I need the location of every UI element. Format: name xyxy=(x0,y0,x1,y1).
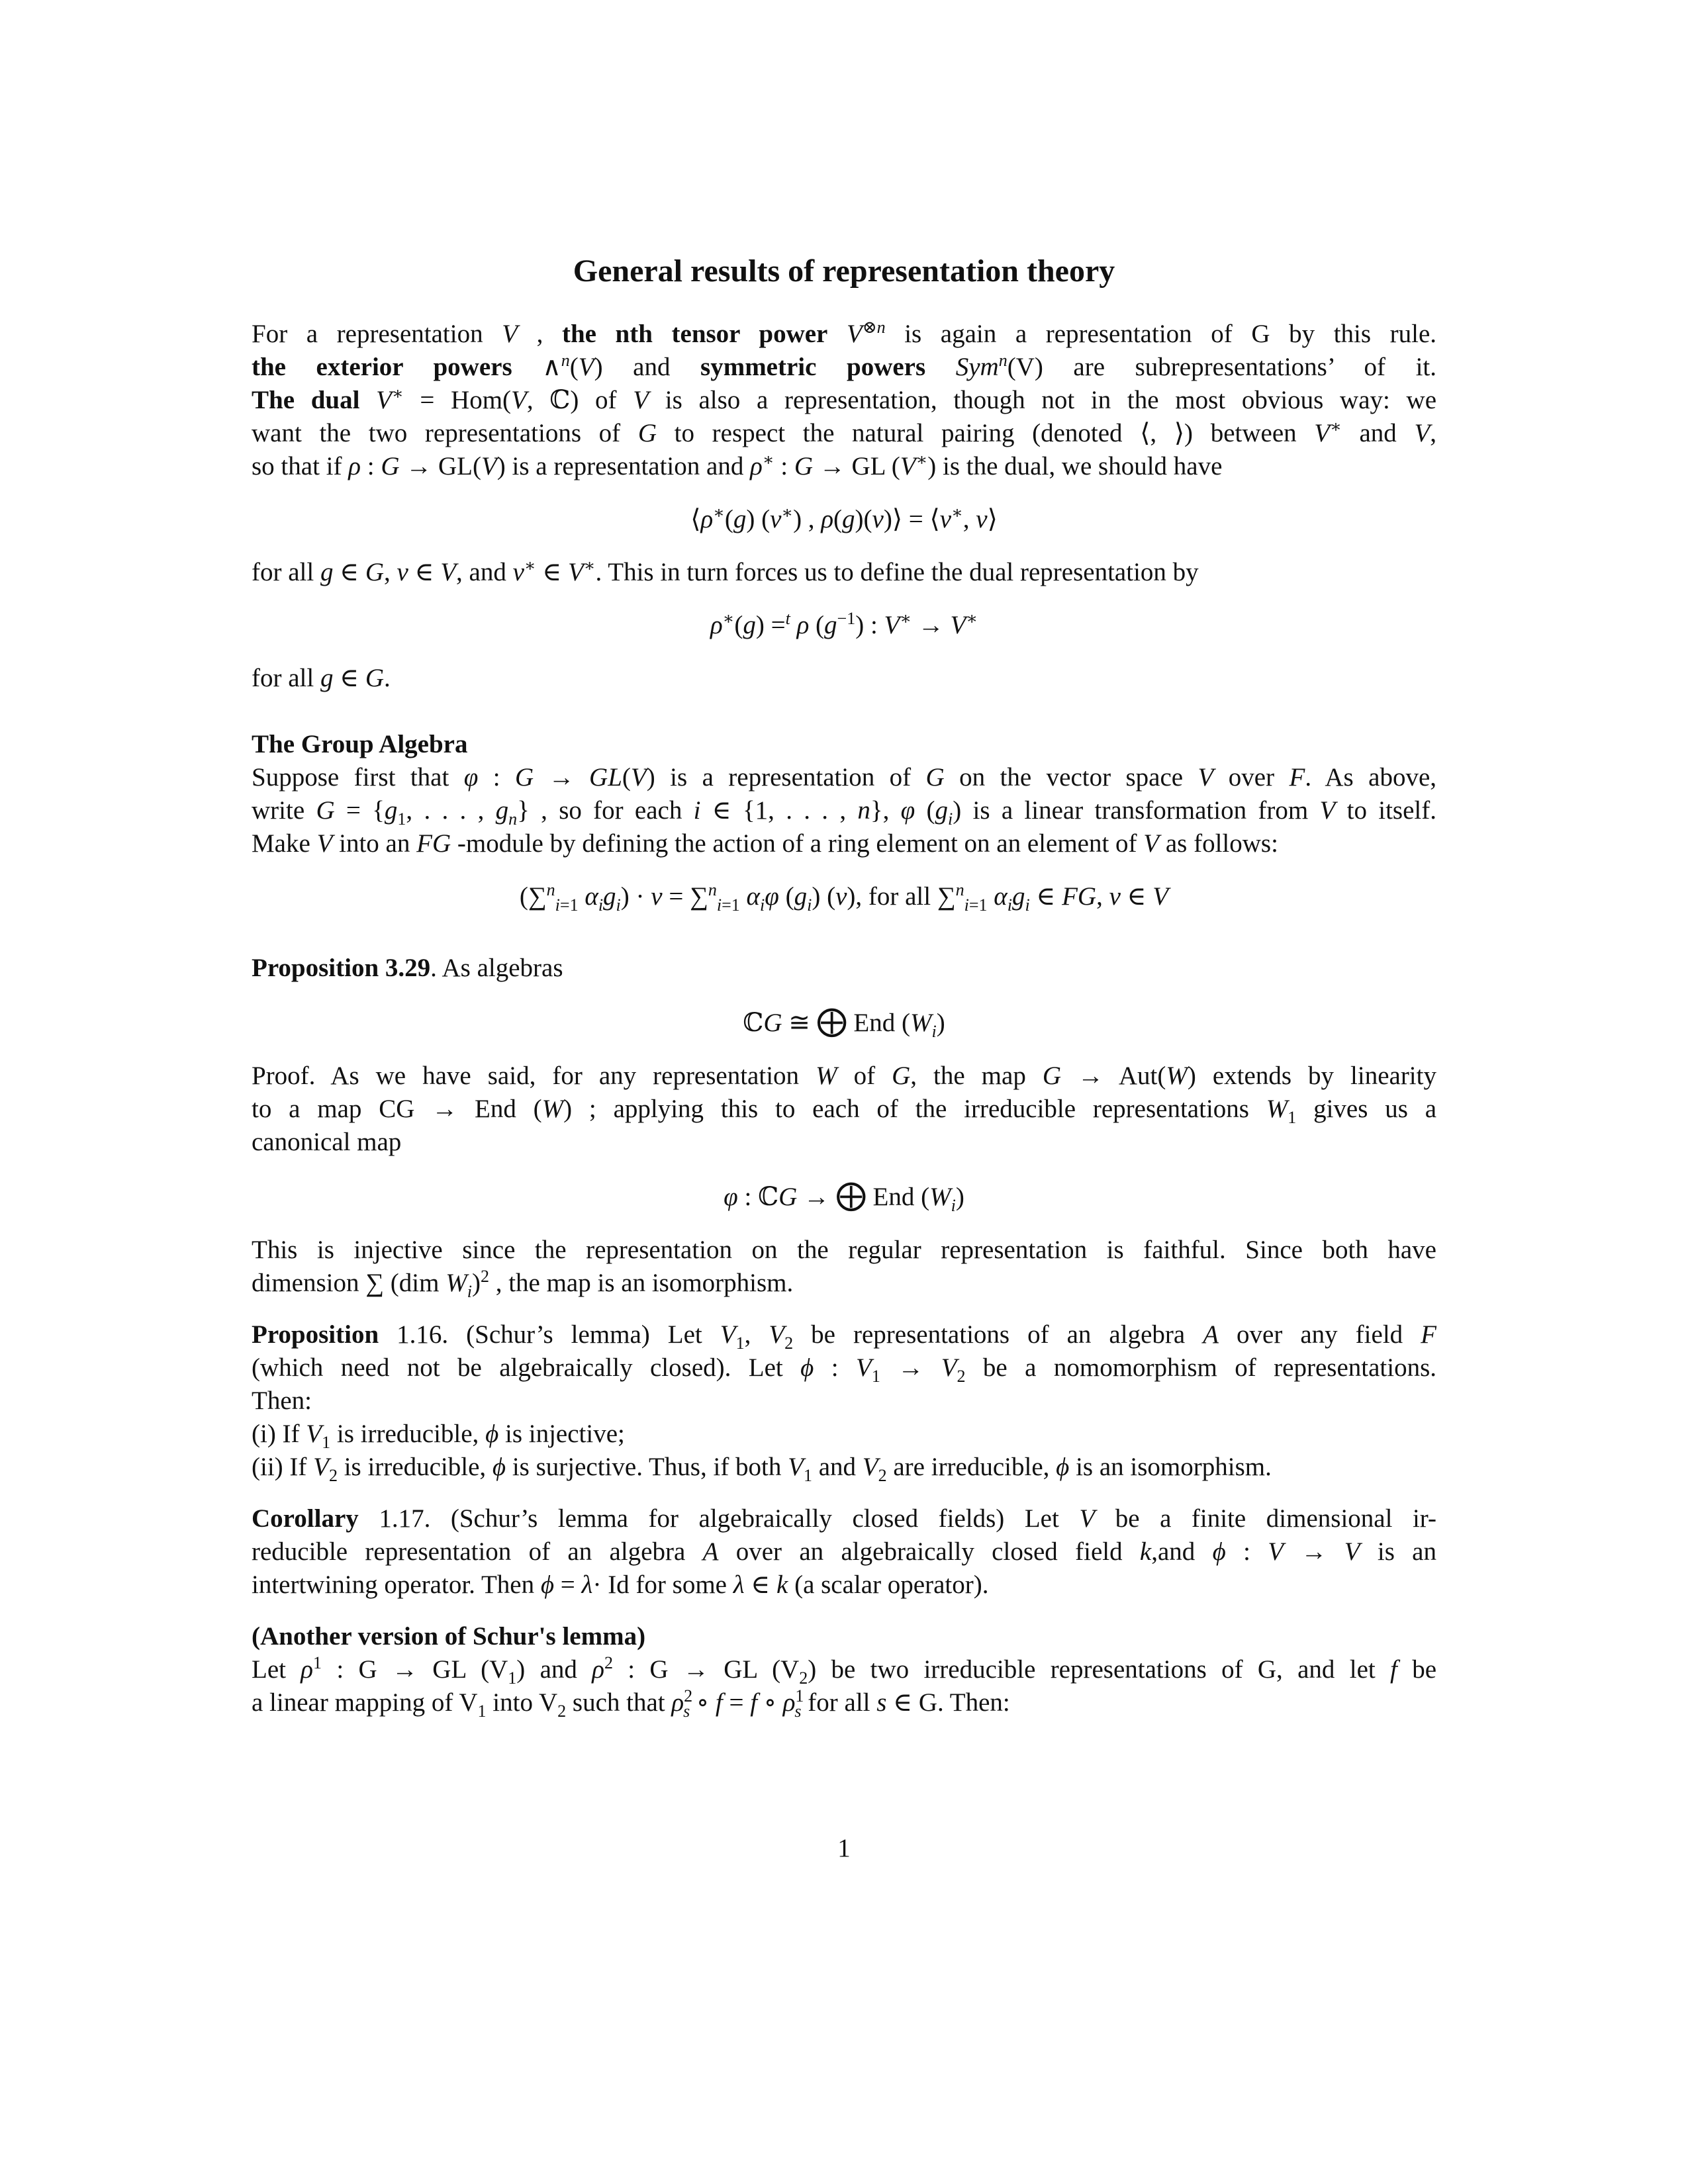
injective-line-2: dimension ∑ (dim $W_i)^2$ , the map is an isomorphism. xyxy=(252,1267,794,1301)
prop-116-line-5: (ii) If $V_2$ is irreducible, ϕ is surjective. Thus, if both $V_1$ and $V_2$ are irreducible, ϕ is an isomorphism. xyxy=(252,1453,1272,1485)
group-algebra-heading: The Group Algebra xyxy=(252,730,468,758)
injective-line-1: This is injective since the representation on the regular representation is faithful. Since both have xyxy=(252,1236,1436,1264)
prop-116-paragraph xyxy=(252,1318,1436,1484)
equation-dual: ρ∗(g) =$^t$ ρ $(g^{-1})$ : V∗ → V∗ xyxy=(710,609,978,639)
intro-line-3: The dual V∗ = Hom(V, ℂ) of V is also a representation, though not in the most obvious way: we xyxy=(252,384,1437,414)
corollary-117-line-3: intertwining operator. Then ϕ = λ· Id for some λ ∈ k (a scalar operator). xyxy=(252,1570,989,1599)
equation-module-action: (∑$^n_{i=1}$ $\alpha_ig_i) \cdot v = \sum^n_{i=1}$ $\alpha_i\varphi$ $(g_i)$ (v), for all ∑$^n_{i=1}$ $\alpha_ig_i$ ∈ FG, v ∈ V xyxy=(519,880,1169,915)
intro-line-2: the exterior powers ∧$^n$(V) and symmetric powers Sym$^n$(V) are subrepresentations’ of it. xyxy=(252,351,1436,381)
intro-paragraph xyxy=(252,318,1436,483)
equation-group-algebra-iso: ℂG ≅ ⨁ End $(W_i)$ xyxy=(743,1004,945,1041)
another-schur-line-2: a linear mapping of $V_1$ into $V_2$ such that $\rho^2_s$ ∘ f = f ∘ $\rho^1_s$ for all s ∈ G. Then: xyxy=(252,1686,1010,1721)
prop-116-line-2: (which need not be algebraically closed). Let ϕ : $V_1 \to V_2$ be a nomomorphism of representations. xyxy=(252,1353,1437,1386)
equation-canonical-map: φ : ℂG → ⨁ End $(W_i)$ xyxy=(724,1178,964,1215)
intro-line-4: want the two representations of G to respect the natural pairing (denoted ⟨, ⟩) between V∗ and V, xyxy=(252,417,1437,447)
group-algebra-line-2: write $G = \{g_1$, . . . , $g_n$} , so for each i ∈ {1, . . . , n}, φ $(g_i)$ is a linear transformation from V to itself. xyxy=(252,796,1436,829)
intro-line-1: For a representation V , the nth tensor power $V^{\otimes n}$ is again a representation of G by this rule. xyxy=(252,318,1437,348)
intro-line-6: for all g ∈ G, v ∈ V, and v∗ ∈ V∗. This in turn forces us to define the dual representation by xyxy=(252,556,1199,586)
injective-paragraph xyxy=(252,1234,1436,1300)
another-schur-heading: (Another version of Schur's lemma) xyxy=(252,1622,646,1651)
group-algebra-section xyxy=(252,728,1436,860)
page-title: General results of representation theory xyxy=(573,253,1115,289)
group-algebra-line-3: Make V into an FG -module by defining the action of a ring element on an element of V as follows: xyxy=(252,829,1278,858)
corollary-117-line-2: reducible representation of an algebra A over an algebraically closed field k,and ϕ : V → V is an xyxy=(252,1537,1436,1566)
equation-pairing: ⟨ρ∗(g) (v∗) , ρ(g)(v)⟩ = ⟨v∗, v⟩ xyxy=(690,503,998,533)
group-algebra-line-1: Suppose first that φ : G → GL(V) is a representation of G on the vector space V over F. As above, xyxy=(252,763,1436,792)
proof-paragraph xyxy=(252,1060,1436,1159)
prop-116-line-3: Then: xyxy=(252,1387,312,1415)
prop-116-line-1: Proposition 1.16. (Schur’s lemma) Let $V_1$, $V_2$ be representations of an algebra A over any field F xyxy=(252,1320,1436,1353)
another-schur-paragraph xyxy=(252,1620,1436,1719)
document-page xyxy=(252,251,1436,1719)
intro-line-5: so that if ρ : G → GL(V) is a representation and ρ∗ : G → GL (V∗) is the dual, we should have xyxy=(252,450,1223,480)
proof-line-1: Proof. As we have said, for any representation W of G, the map G → Aut(W) extends by linearity xyxy=(252,1062,1436,1090)
proof-line-3: canonical map xyxy=(252,1128,402,1156)
another-schur-line-1: Let $\rho^1$ : G → GL $(V_1)$ and $\rho^2$ : G → GL $(V_2)$ be two irreducible representations of G, and let f be xyxy=(252,1653,1436,1688)
corollary-117-paragraph xyxy=(252,1502,1436,1602)
prop-116-line-4: (i) If $V_1$ is irreducible, ϕ is injective; xyxy=(252,1420,625,1452)
page-number: 1 xyxy=(837,1834,851,1862)
intro-line-7: for all g ∈ G. xyxy=(252,664,391,692)
prop-329-statement: Proposition 3.29. As algebras xyxy=(252,954,563,982)
corollary-117-line-1: Corollary 1.17. (Schur’s lemma for algebraically closed fields) Let V be a finite dimensional ir- xyxy=(252,1504,1436,1533)
proof-line-2: to a map CG → End (W) ; applying this to each of the irreducible representations $W_1$ gives us a xyxy=(252,1095,1437,1127)
